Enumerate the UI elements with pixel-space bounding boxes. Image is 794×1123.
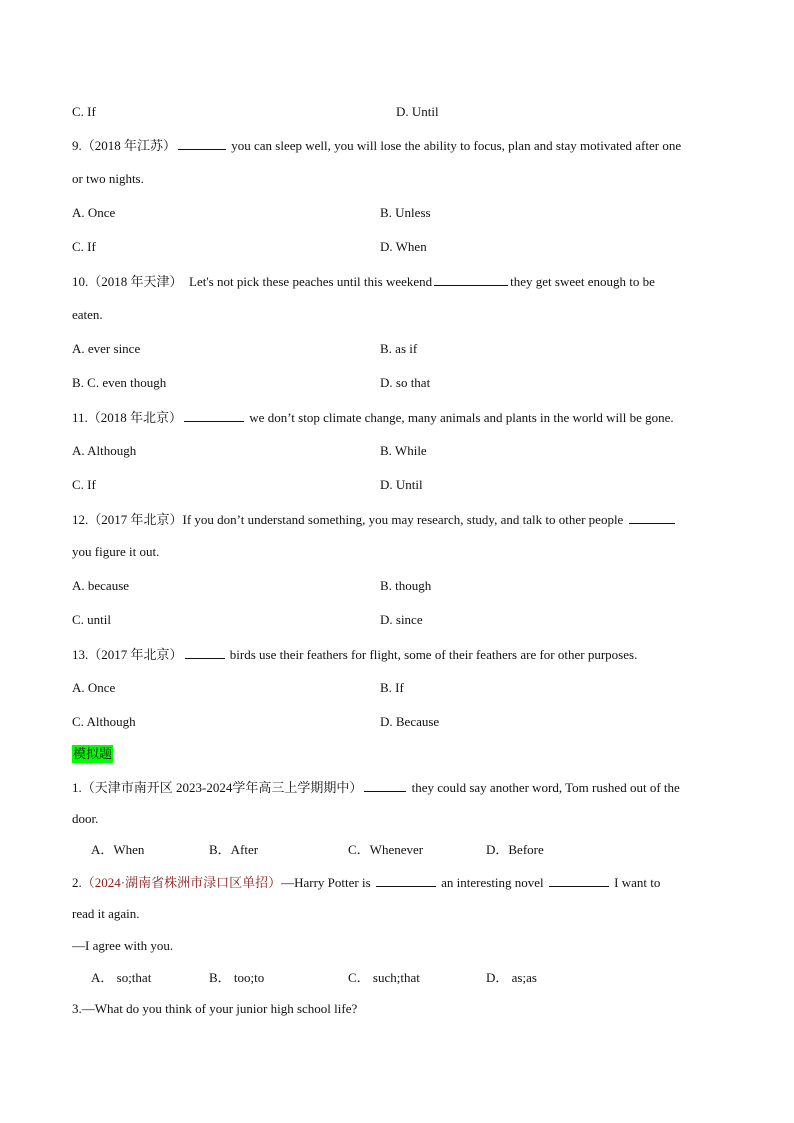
option-c: C． such;that	[348, 970, 420, 985]
mock-question-2	[72, 874, 660, 891]
question-text: you can sleep well, you will lose the ability to focus, plan and stay motivated after one	[231, 138, 682, 153]
option-b: B. If	[380, 680, 404, 695]
question-number: 11.	[72, 410, 88, 425]
option-c: C. If	[72, 104, 96, 119]
option-a: A. Once	[72, 680, 116, 695]
question-source: （2024·湖南省株洲市渌口区单招）	[81, 875, 282, 890]
question-text: Let's not pick these peaches until this weekend	[189, 274, 433, 289]
mock-question-2-line2: read it again.	[72, 906, 140, 921]
option-a: A. Although	[72, 443, 137, 458]
option-c: C. If	[72, 239, 96, 254]
option-d: D. When	[380, 239, 427, 254]
question-source: （2017 年北京）	[88, 512, 183, 527]
option-c: C. If	[72, 477, 96, 492]
option-b: B． too;to	[209, 970, 265, 985]
option-a: A． so;that	[91, 970, 152, 985]
option-d: D．Before	[486, 842, 544, 857]
question-10-line2: eaten.	[72, 307, 103, 322]
option-b: B．After	[209, 842, 259, 857]
option-d: D. Because	[380, 714, 440, 729]
option-a: A. Once	[72, 205, 116, 220]
option-a: A. because	[72, 578, 130, 593]
option-d: D． as;as	[486, 970, 537, 985]
question-source: （2018 年北京）	[87, 410, 183, 425]
option-d: D. Until	[380, 477, 423, 492]
question-source: （天津市南开区 2023-2024学年高三上学期期中）	[81, 780, 363, 795]
question-9	[72, 137, 681, 154]
answer-blank	[185, 646, 225, 659]
mock-question-1-line2: door.	[72, 811, 99, 826]
question-text: —Harry Potter is	[281, 875, 371, 890]
answer-blank	[629, 511, 675, 524]
question-source: （2018 年天津）	[88, 274, 183, 289]
question-number: 2.	[72, 875, 82, 890]
question-12-line2: you figure it out.	[72, 544, 160, 559]
question-number: 1.	[72, 780, 82, 795]
question-text: they could say another word, Tom rushed out of the	[411, 780, 680, 795]
question-text-mid: an interesting novel	[441, 875, 544, 890]
question-number: 10.	[72, 274, 89, 289]
question-source: （2017 年北京）	[88, 647, 183, 662]
option-b: B. While	[380, 443, 427, 458]
mock-question-2-reply: —I agree with you.	[72, 938, 174, 953]
option-c: C. until	[72, 612, 112, 627]
answer-blank-1	[376, 874, 436, 887]
option-d: D. Until	[396, 104, 439, 119]
question-text: we don’t stop climate change, many animals and plants in the world will be gone.	[249, 410, 674, 425]
option-b: B. Unless	[380, 205, 431, 220]
option-a: A. ever since	[72, 341, 141, 356]
answer-blank	[364, 779, 406, 792]
question-text-after: they get sweet enough to be	[510, 274, 655, 289]
option-b: B. though	[380, 578, 432, 593]
question-text: —What do you think of your junior high school life?	[81, 1001, 358, 1016]
mock-question-3	[72, 1001, 357, 1017]
answer-blank	[434, 273, 508, 286]
question-number: 3.	[72, 1001, 82, 1016]
option-b: B. as if	[380, 341, 418, 356]
option-d: D. so that	[380, 375, 431, 390]
question-number: 12.	[72, 512, 89, 527]
answer-blank	[178, 137, 226, 150]
answer-blank-2	[549, 874, 609, 887]
question-12	[72, 511, 677, 528]
option-a: A．When	[91, 842, 145, 857]
option-d: D. since	[380, 612, 423, 627]
question-9-line2: or two nights.	[72, 171, 144, 186]
question-13	[72, 646, 637, 663]
question-text: If you don’t understand something, you may research, study, and talk to other people	[182, 512, 624, 527]
answer-blank	[184, 409, 244, 422]
option-c: B. C. even though	[72, 375, 167, 390]
question-number: 9.	[72, 138, 82, 153]
option-c: C．Whenever	[348, 842, 424, 857]
mock-question-1	[72, 779, 680, 796]
question-10	[72, 273, 655, 290]
section-heading-mock: 模拟题	[73, 746, 113, 761]
question-11	[72, 409, 674, 426]
question-number: 13.	[72, 647, 89, 662]
option-c: C. Although	[72, 714, 136, 729]
question-text-after: I want to	[614, 875, 661, 890]
question-source: （2018 年江苏）	[81, 138, 177, 153]
question-text: birds use their feathers for flight, some of their feathers are for other purposes.	[229, 647, 638, 662]
